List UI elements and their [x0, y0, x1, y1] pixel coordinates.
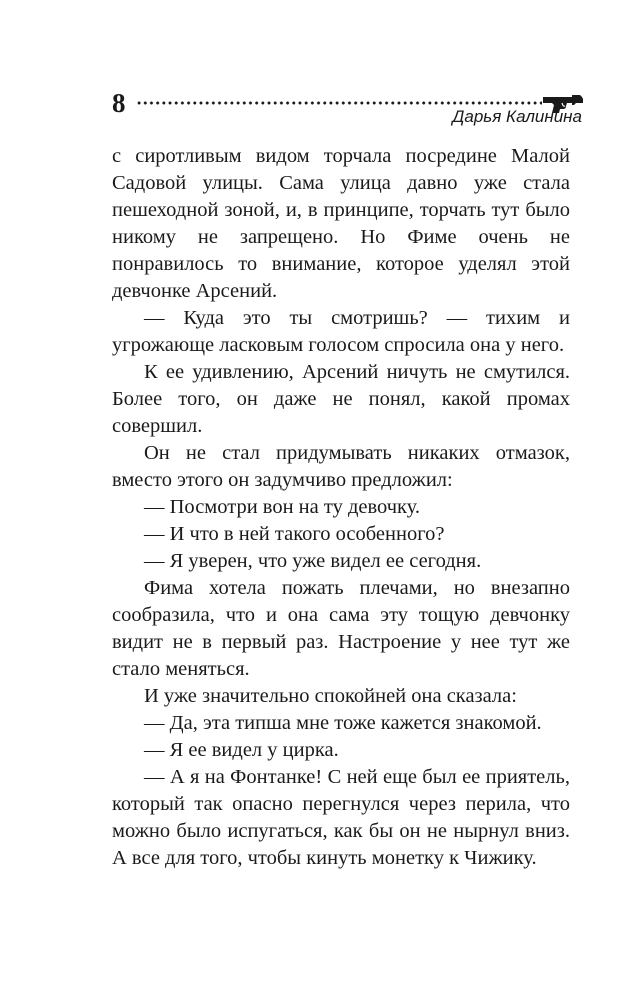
paragraph: — А я на Фонтанке! С ней еще был ее приятель, который так опасно перегнулся через перила, что можно было испугаться, как бы он не нырнул вниз. А все для того, чтобы кинуть монетку к Чижику. — [112, 766, 570, 869]
paragraph: — Я уверен, что уже видел ее сегодня. — [144, 550, 482, 572]
paragraph: Фима хотела пожать плечами, но внезапно сообразила, что и она сама эту тощую девчонку видит не в первый раз. Настроение у нее тут же стало меняться. — [112, 577, 570, 680]
paragraph: И уже значительно спокойней она сказала: — [144, 685, 517, 707]
paragraph: — И что в ней такого особенного? — [144, 523, 445, 545]
paragraph: — Посмотри вон на ту девочку. — [144, 496, 421, 518]
paragraph: — Да, эта типша мне тоже кажется знакомой. — [144, 712, 542, 734]
paragraph: — Куда это ты смотришь? — тихим и угрожающе ласковым голосом спросила она у него. — [112, 307, 570, 356]
page-number: 8 — [112, 88, 126, 118]
header-dotted-rule — [136, 101, 542, 105]
paragraph: К ее удивлению, Арсений ничуть не смутился. Более того, он даже не понял, какой промах совершил. — [112, 361, 570, 437]
running-author: Дарья Калинина — [452, 107, 582, 126]
paragraph: Он не стал придумывать никаких отмазок, вместо этого он задумчиво предложил: — [112, 442, 570, 491]
paragraph: с сиротливым видом торчала посредине Малой Садовой улицы. Сама улица давно уже стала пешеходной зоной, и, в принципе, торчать тут было никому не запрещено. Но Фиме очень не понравилось то внимание, которое уделял этой девчонке Арсений. — [112, 145, 570, 302]
paragraph: — Я ее видел у цирка. — [144, 739, 339, 761]
text-body — [112, 143, 570, 872]
running-header — [112, 88, 582, 128]
